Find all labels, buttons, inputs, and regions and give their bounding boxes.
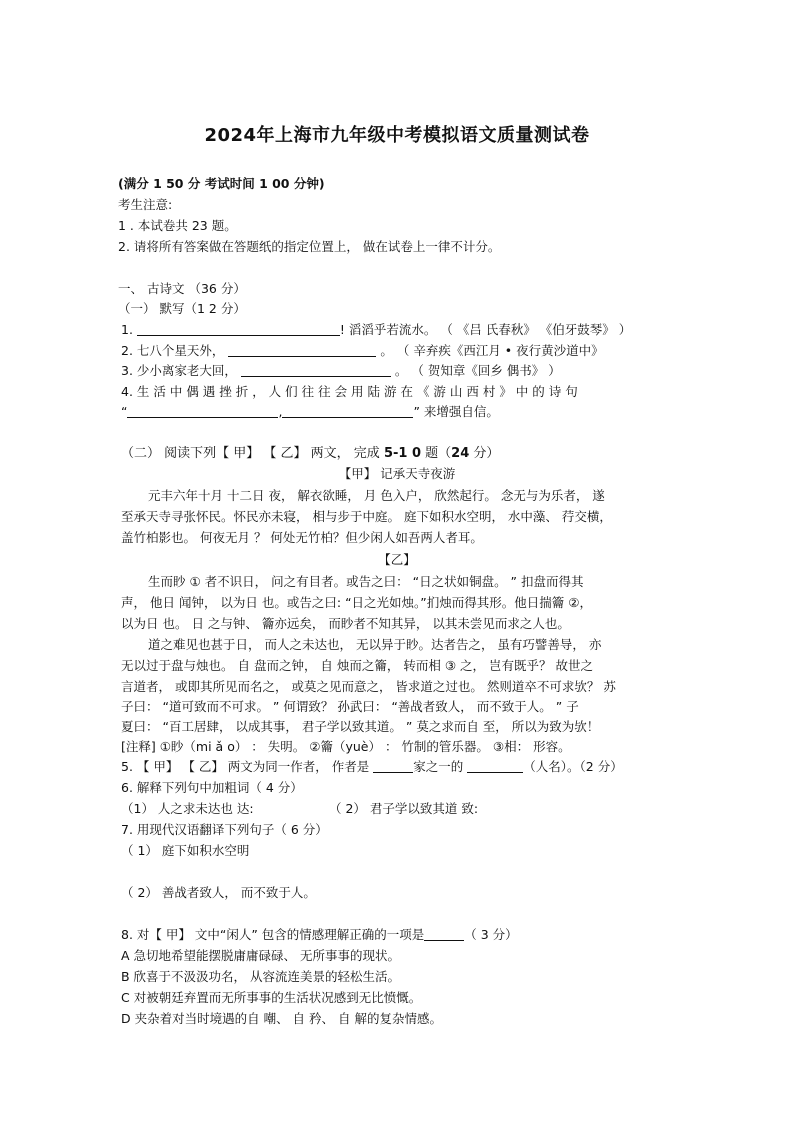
question-4-tail: ” 来增强自信。 (413, 404, 499, 419)
passage-yi-line: 言道者， 或即其所见而名之， 或莫之见而意之， 皆求道之过也。 然则道卒不可求欤？ 苏 (121, 679, 616, 694)
comma: , (278, 404, 283, 419)
passage-note: [注释] ①眇（mi ǎ o） ： 失明。 ②籥（yuè） ： 竹制的管乐器。 ③相： 形容。 (121, 739, 571, 754)
option-a: A 急切地希望能摆脱庸庸碌碌、 无所事事的现状。 (121, 948, 400, 963)
question-3-source: 。 （ 贺知章《回乡 偶书》 ） (394, 363, 561, 378)
question-8-text: 8. 对【 甲】 文中“闲人” 包含的情感理解正确的一项是 (121, 927, 425, 942)
section1-sub1: （一） 默写（1 2 分） (118, 301, 246, 316)
page-title: 2024年上海市九年级中考模拟语文质量测试卷 (204, 125, 590, 146)
passage-yi-line: 生而眇 ① 者不识日， 问之有目者。或告之曰： “日之状如铜盘。 ” 扣盘而得其 (148, 574, 584, 589)
question-2-text: 2. 七八个星天外， (121, 343, 225, 358)
question-6-item-2: （ 2） 君子学以致其道 致: (329, 801, 479, 816)
answer-blank[interactable] (241, 364, 391, 377)
passage-jia-title: 【甲】 记承天寺夜游 (338, 466, 456, 481)
passage-yi-line: 无以过于盘与烛也。 自 盘而之钟， 自 烛而之籥， 转而相 ③ 之， 岂有既乎？ 故世之 (121, 658, 593, 673)
section2-heading (121, 446, 499, 462)
open-quote: “ (121, 404, 128, 419)
question-2-source: 。 （ 辛弃疾《西江月 • 夜行黄沙道中》 (380, 343, 604, 358)
answer-blank[interactable] (373, 760, 413, 773)
passage-yi-title: 【乙】 (378, 552, 416, 567)
passage-jia-line: 盖竹柏影也。 何夜无月 ？ 何处无竹柏？但少闲人如吾两人者耳。 (121, 530, 483, 545)
answer-blank[interactable] (282, 405, 413, 418)
answer-blank[interactable] (467, 760, 523, 773)
option-d: D 夹杂着对当时境遇的自 嘲、 自 矜、 自 解的复杂情感。 (121, 1011, 442, 1026)
answer-blank[interactable] (127, 405, 278, 418)
question-1-number: 1. (121, 322, 133, 337)
question-7-item-2: （ 2） 善战者致人， 而不致于人。 (121, 885, 316, 900)
passage-yi-line: 子曰： “道可致而不可求。 ” 何谓致？ 孙武曰： “善战者致人， 而不致于人。 ” 子 (121, 699, 579, 714)
question-4-line1: 4. 生 活 中 偶 遇 挫 折 ， 人 们 往 往 会 用 陆 游 在 《 游 山 西 村 》 中 的 诗 句 (121, 384, 578, 399)
question-5-text: 5. 【 甲】 【 乙】 两文为同一作者， 作者是 (121, 759, 370, 774)
question-8 (121, 927, 518, 943)
notice-item-2: 2. 请将所有答案做在答题纸的指定位置上， 做在试卷上一律不计分。 (118, 239, 501, 254)
question-2 (121, 343, 604, 359)
question-5 (121, 759, 623, 775)
question-1-text: ! 滔滔乎若流水。 （ 《吕 氏春秋》 《伯牙鼓琴》 ） (339, 322, 632, 337)
passage-jia-line: 至承天寺寻张怀民。怀民亦未寝， 相与步于中庭。 庭下如积水空明， 水中藻、 荇交横， (121, 509, 612, 524)
passage-jia-line: 元丰六年十月 十二日 夜， 解衣欲睡， 月 色入户， 欣然起行。 念无与为乐者， 遂 (148, 488, 605, 503)
question-6-item-1: （1） 人之求未达也 达: (121, 801, 254, 816)
question-5-tail: （人名）。（2 分） (523, 759, 623, 774)
question-1 (121, 322, 631, 338)
score-time-line: (满分 1 50 分 考试时间 1 00 分钟) (118, 176, 325, 191)
question-8-score: （ 3 分） (464, 927, 518, 942)
option-c: C 对被朝廷弃置而无所事事的生活状况感到无比愤慨。 (121, 990, 422, 1005)
passage-yi-line: 声， 他日 闻钟， 以为日 也。或告之曰: “日之光如烛。”扪烛而得其形。他日揣籥 ②， (121, 595, 592, 610)
section2-heading-mid: 题（ (425, 446, 452, 461)
notice-title: 考生注意: (118, 197, 173, 212)
section2-score: 24 (451, 446, 470, 461)
passage-yi-line: 夏曰： “百工居肆， 以成其事， 君子学以致其道。 ” 莫之求而自 至， 所以为致为欤！ (121, 719, 600, 734)
answer-blank[interactable] (228, 344, 376, 357)
question-6: 6. 解释下列句中加粗词（ 4 分） (121, 780, 303, 795)
option-b: B 欣喜于不汲汲功名， 从容流连美景的轻松生活。 (121, 969, 401, 984)
section2-heading-post: 分） (473, 446, 500, 461)
section1-heading: 一、 古诗文 （36 分） (118, 281, 246, 296)
passage-yi-line: 道之难见也甚于日， 而人之未达也， 无以异于眇。达者告之， 虽有巧譬善导， 亦 (148, 637, 602, 652)
passage-yi-line: 以为日 也。 日 之与钟、 籥亦远矣， 而眇者不知其异， 以其未尝见而求之人也。 (121, 616, 570, 631)
question-3 (121, 363, 561, 379)
answer-blank[interactable] (424, 928, 464, 941)
answer-blank[interactable] (137, 323, 340, 336)
question-4-line2 (121, 404, 499, 420)
notice-item-1: 1 . 本试卷共 23 题。 (118, 218, 237, 233)
question-5-mid: 家之一的 (413, 759, 464, 774)
section2-question-range: 5-1 0 (383, 446, 421, 461)
question-7-item-1: （ 1） 庭下如积水空明 (121, 843, 250, 858)
question-3-text: 3. 少小离家老大回， (121, 363, 237, 378)
section2-heading-text: （二） 阅读下列【 甲】 【 乙】 两文， 完成 (121, 446, 380, 461)
question-7: 7. 用现代汉语翻译下列句子（ 6 分） (121, 822, 328, 837)
